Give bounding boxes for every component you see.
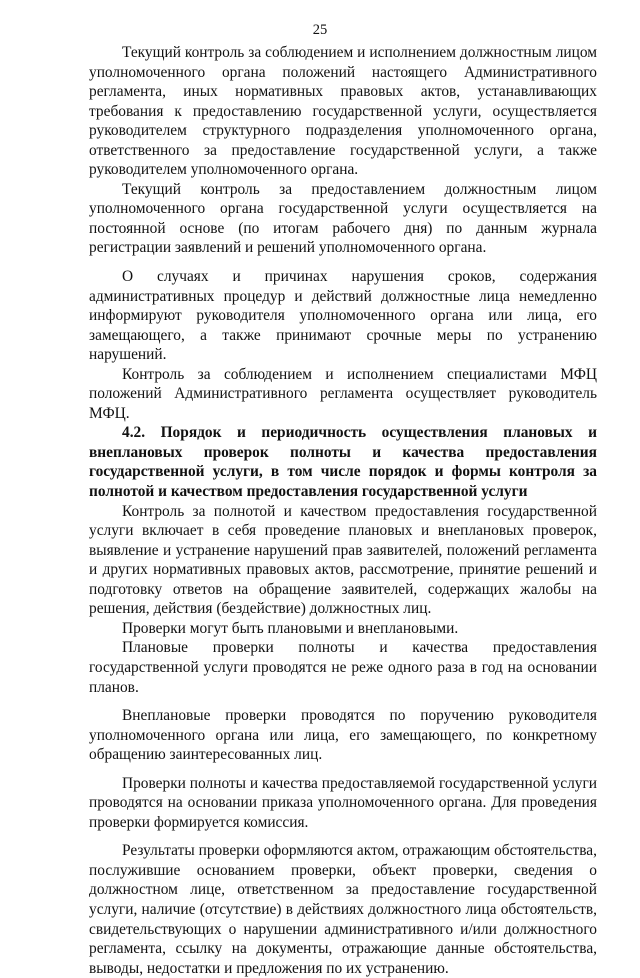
paragraph-check-results: Результаты проверки оформляются актом, отражающим обстоятельства, послужившие основанием проверки, объект проверки, сведения о должностном лице, ответственном за предоставление государственной услуги, наличие (отсутствие) в действиях должностного лица обстоятельств, свидетельствующих о нарушении административного и/или должностного регламента, ссылку на документы, отражающие данные обстоятельства, выводы, недостатки и предложения по их устранению. <box>89 842 597 977</box>
paragraph-unplanned-checks: Внеплановые проверки проводятся по поручению руководителя уполномоченного органа или лица, его замещающего, по конкретному обращению заинтересованных лиц. <box>89 707 597 764</box>
paragraph-quality-control: Контроль за полнотой и качеством предоставления государственной услуги включает в себя проведение плановых и внеплановых проверок, выявление и устранение нарушений прав заявителей, положений регламента и других нормативных правовых актов, рассмотрение, принятие решений и подготовку ответов на обращение заявителей, содержащих жалобы на решения, действия (бездействие) должностных лиц. <box>89 502 597 618</box>
paragraph-check-types: Проверки могут быть плановыми и внеплановыми. <box>122 619 459 637</box>
paragraph-mfc-control: Контроль за соблюдением и исполнением специалистами МФЦ положений Административного регламента осуществляет руководитель МФЦ. <box>89 365 597 422</box>
document-body <box>89 43 597 978</box>
paragraph-violations: О случаях и причинах нарушения сроков, содержания административных процедур и действий должностные лица немедленно информируют руководителя уполномоченного органа или лица, его замещающего, а также принимают срочные меры по устранению нарушений. <box>89 268 597 364</box>
section-heading-4-2: 4.2. Порядок и периодичность осуществления плановых и внеплановых проверок полноты и качества предоставления государственной услуги, в том числе порядок и формы контроля за полнотой и качеством предоставления государственной услуги <box>89 424 597 501</box>
page-number: 25 <box>312 22 328 38</box>
paragraph-commission: Проверки полноты и качества предоставляемой государственной услуги проводятся на основании приказа уполномоченного органа. Для проведения проверки формируется комиссия. <box>89 774 597 831</box>
paragraph-planned-checks: Плановые проверки полноты и качества предоставления государственной услуги проводятся не реже одного раза в год на основании планов. <box>89 639 597 696</box>
paragraph-continuous-control: Текущий контроль за предоставлением должностным лицом уполномоченного органа государственной услуги осуществляется на постоянной основе (по итогам рабочего дня) по данным журнала регистрации заявлений и решений уполномоченного органа. <box>89 180 597 257</box>
paragraph-current-control: Текущий контроль за соблюдением и исполнением должностным лицом уполномоченного органа положений настоящего Административного регламента, иных нормативных правовых актов, устанавливающих требования к предоставлению государственной услуги, осуществляется руководителем структурного подразделения уполномоченного органа, ответственного за предоставление государственной услуги, а также руководителем уполномоченного органа. <box>89 44 597 179</box>
